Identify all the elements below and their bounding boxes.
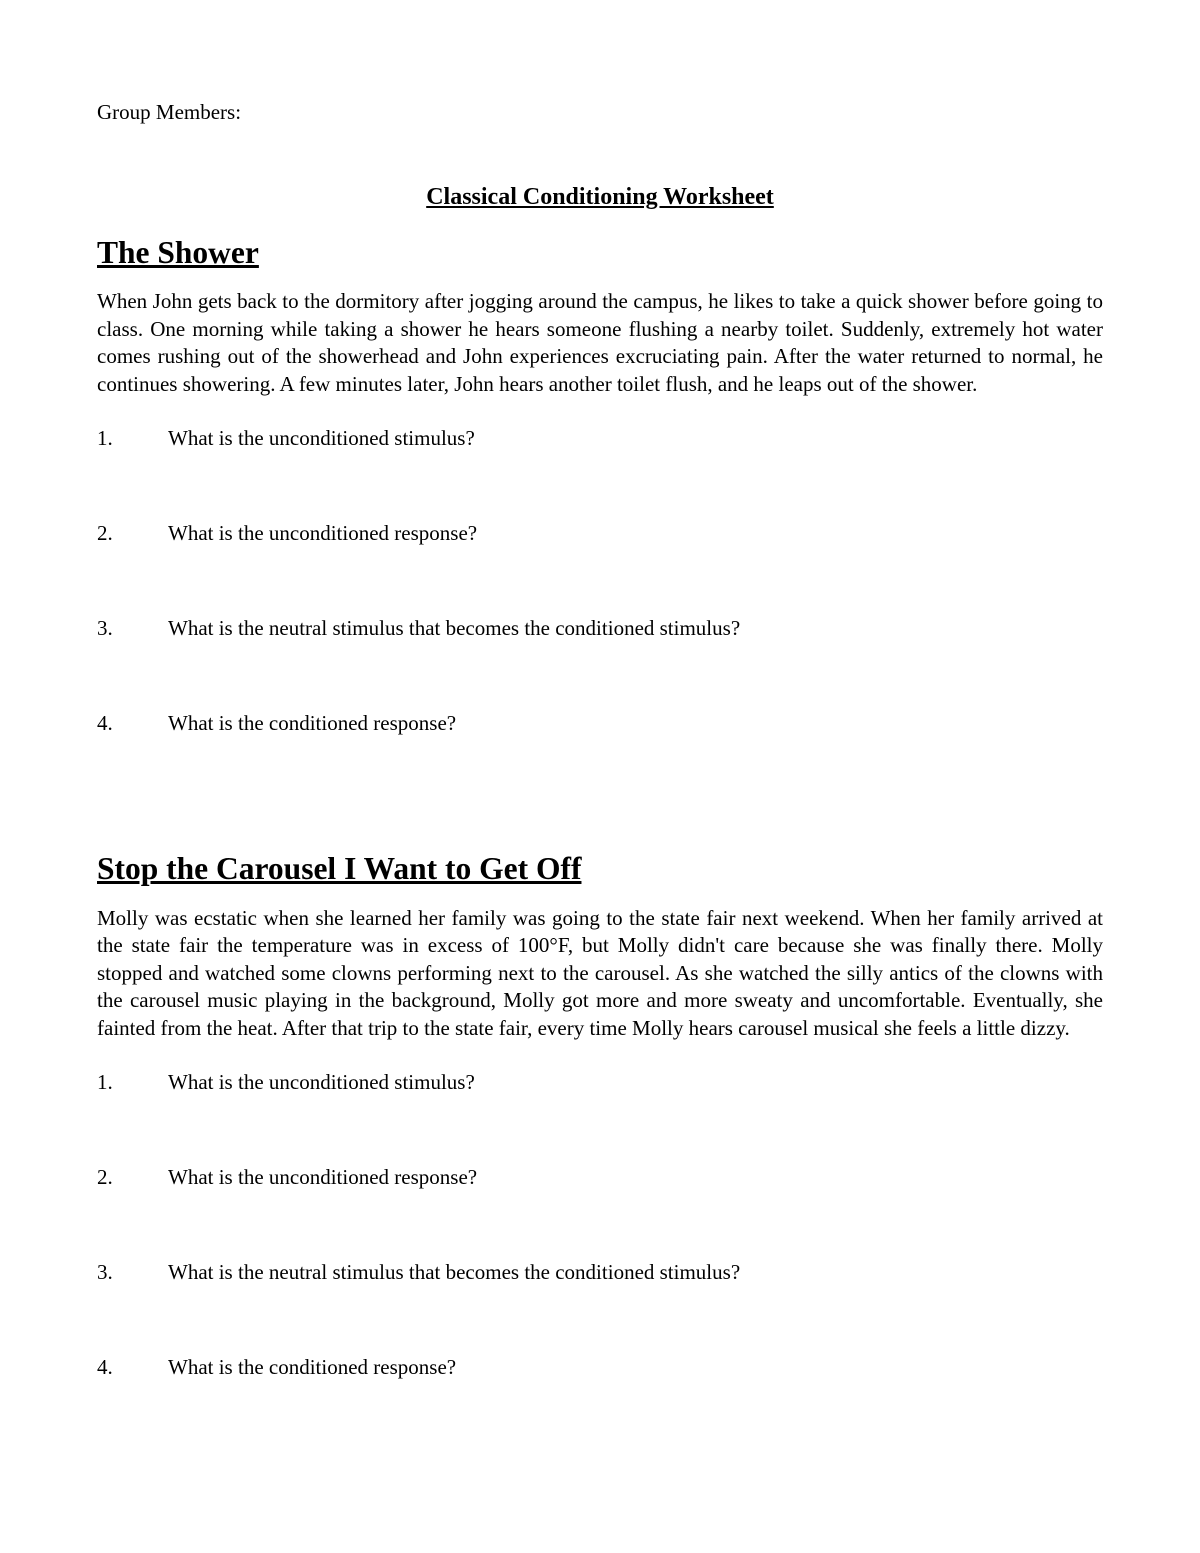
question-text: What is the unconditioned stimulus? (168, 1070, 475, 1094)
question-number: 4. (97, 1355, 113, 1379)
section-stop-the-carousel (97, 851, 1103, 1449)
question-item (97, 1259, 1103, 1354)
question-number: 2. (97, 1165, 113, 1189)
question-text: What is the conditioned response? (168, 711, 457, 735)
question-item (97, 1069, 1103, 1164)
question-item (97, 520, 1103, 615)
section-the-shower (97, 234, 1103, 806)
question-item (97, 710, 1103, 805)
section-heading: Stop the Carousel I Want to Get Off (97, 851, 582, 886)
question-text: What is the neutral stimulus that becomes the conditioned stimulus? (168, 1260, 741, 1284)
question-text: What is the unconditioned response? (168, 1165, 478, 1189)
group-members-label: Group Members: (97, 100, 242, 124)
question-text: What is the conditioned response? (168, 1355, 457, 1379)
question-item (97, 1164, 1103, 1259)
question-item (97, 425, 1103, 520)
question-number: 1. (97, 1070, 113, 1094)
worksheet-page (97, 99, 1103, 1449)
question-item (97, 1354, 1103, 1449)
question-item (97, 615, 1103, 710)
question-list (97, 425, 1103, 805)
question-number: 4. (97, 711, 113, 735)
question-number: 2. (97, 521, 113, 545)
scenario-paragraph: Molly was ecstatic when she learned her family was going to the state fair next weekend. When her family arrived at the state fair the temperature was in excess of 100°F, but Molly didn't care because she was finally there. Molly stopped and watched some clowns performing next to the carousel. As she watched the silly antics of the clowns with the carousel music playing in the background, Molly got more and more sweaty and uncomfortable. Eventually, she fainted from the heat. After that trip to the state fair, every time Molly hears carousel musical she feels a little dizzy. (97, 905, 1103, 1040)
scenario-paragraph: When John gets back to the dormitory after jogging around the campus, he likes to take a quick shower before going to class. One morning while taking a shower he hears someone flushing a nearby toilet. Suddenly, extremely hot water comes rushing out of the showerhead and John experiences excruciating pain. After the water returned to normal, he continues showering. A few minutes later, John hears another toilet flush, and he leaps out of the shower. (97, 289, 1103, 396)
question-number: 3. (97, 616, 113, 640)
question-text: What is the unconditioned response? (168, 521, 478, 545)
question-number: 3. (97, 1260, 113, 1284)
question-number: 1. (97, 426, 113, 450)
page-title: Classical Conditioning Worksheet (426, 183, 774, 210)
question-text: What is the unconditioned stimulus? (168, 426, 475, 450)
section-heading: The Shower (97, 234, 259, 270)
question-list (97, 1069, 1103, 1449)
question-text: What is the neutral stimulus that becomes the conditioned stimulus? (168, 616, 741, 640)
